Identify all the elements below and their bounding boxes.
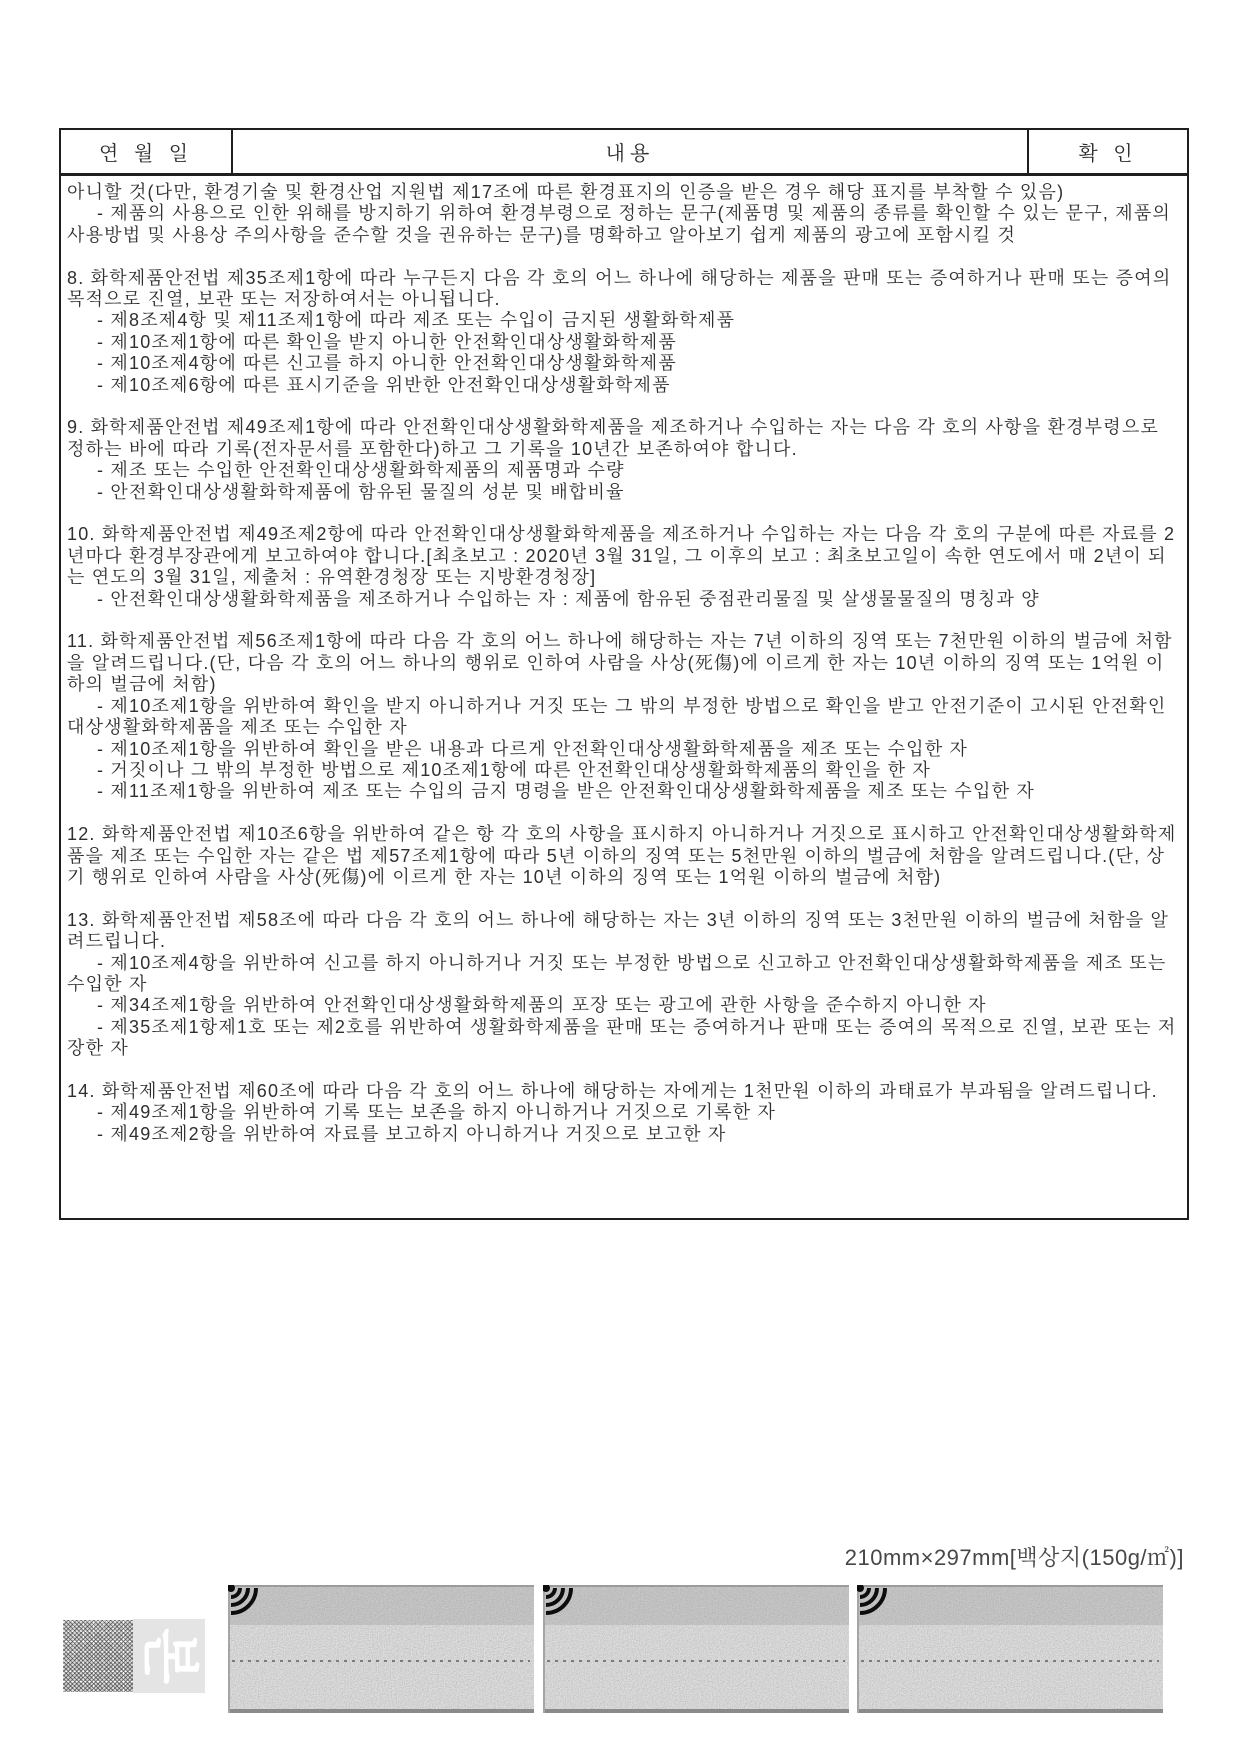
body-paragraph: - 안전확인대상생활화학제품에 함유된 물질의 성분 및 배합비율 <box>97 481 625 502</box>
body-paragraph: - 제조 또는 수입한 안전확인대상생활화학제품의 제품명과 수량 <box>97 460 625 481</box>
scan-noise-block <box>857 1585 1163 1713</box>
stamp-dither-pattern <box>63 1620 133 1692</box>
body-paragraph <box>67 396 1179 417</box>
body-paragraph: 9. 화학제품안전법 제49조제1항에 따라 안전확인대상생활화학제품을 제조하거나 수입하는 자는 다음 각 호의 사항을 환경부령으로 정하는 바에 따라 기록(전자문서를 포함한다)하고 그 기록을 10년간 보존하여야 합니다. <box>67 417 1160 459</box>
body-paragraph: 아니할 것(다만, 환경기술 및 환경산업 지원법 제17조에 따른 환경표지의 인증을 받은 경우 해당 표지를 부착할 수 있음) <box>67 182 1065 202</box>
paper-spec-label: 210mm×297mm[백상지(150g/㎡)] <box>844 1545 1184 1570</box>
body-paragraph: - 제10조제1항을 위반하여 확인을 받은 내용과 다르게 안전확인대상생활화학제품을 제조 또는 수입한 자 <box>97 738 969 759</box>
body-paragraph: - 제34조제1항을 위반하여 안전확인대상생활화학제품의 포장 또는 광고에 관한 사항을 준수하지 아니한 자 <box>97 995 987 1016</box>
body-paragraph: 8. 화학제품안전법 제35조제1항에 따라 누구든지 다음 각 호의 어느 하나에 해당하는 제품을 판매 또는 증여하거나 판매 또는 증여의 목적으로 진열, 보관 또는 저장하여서는 아니됩니다. <box>67 267 1172 310</box>
scan-noise-graphic <box>543 1585 849 1713</box>
body-paragraph: - 제10조제1항을 위반하여 확인을 받지 아니하거나 거짓 또는 그 밖의 부정한 방법으로 확인을 받고 안전기준이 고시된 안전확인대상생활화학제품을 제조 또는 수입한 자 <box>67 695 1167 738</box>
body-paragraph: - 제품의 사용으로 인한 위해를 방지하기 위하여 환경부령으로 정하는 문구(제품명 및 제품의 종류를 확인할 수 있는 문구, 제품의 사용방법 및 사용상 주의사항을 준수할 것을 권유하는 문구)를 명확하고 알아보기 쉽게 제품의 광고에 포함시킬 것 <box>67 203 1171 245</box>
body-paragraph: 10. 화학제품안전법 제49조제2항에 따라 안전확인대상생활화학제품을 제조하거나 수입하는 자는 다음 각 호의 구분에 따른 자료를 2년마다 환경부장관에게 보고하여야 합니다.[최초보고 : 2020년 3월 31일, 그 이후의 보고 : 최초보고일이 속한 연도에서 매 2년이 되는 연도의 3월 31일, 제출처 : 유역환경청장 또는 지방환경청장] <box>67 524 1176 588</box>
body-paragraph: - 제35조제1항제1호 또는 제2호를 위반하여 생활화학제품을 판매 또는 증여하거나 판매 또는 증여의 목적으로 진열, 보관 또는 저장한 자 <box>67 1016 1177 1059</box>
body-paragraph: - 제10조제1항에 따른 확인을 받지 아니한 안전확인대상생활화학제품 <box>97 331 677 352</box>
body-paragraph: 13. 화학제품안전법 제58조에 따라 다음 각 호의 어느 하나에 해당하는 자는 3년 이하의 징역 또는 3천만원 이하의 벌금에 처함을 알려드립니다. <box>67 909 1170 952</box>
body-paragraph: - 제10조제4항을 위반하여 신고를 하지 아니하거나 거짓 또는 부정한 방법으로 신고하고 안전확인대상생활화학제품을 제조 또는 수입한 자 <box>67 952 1167 994</box>
body-paragraph: 12. 화학제품안전법 제10조6항을 위반하여 같은 항 각 호의 사항을 표시하지 아니하거나 거짓으로 표시하고 안전확인대상생활화학제품을 제조 또는 수입한 자는 같은 법 제57조제1항에 따라 5년 이하의 징역 또는 5천만원 이하의 벌금에 처함을 알려드립니다.(단, 상기 행위로 인하여 사람을 사상(死傷)에 이르게 한 자는 10년 이하의 징역 또는 1억원 이하의 벌금에 처함) <box>67 824 1177 887</box>
body-paragraph: - 제11조제1항을 위반하여 제조 또는 수입의 금지 명령을 받은 안전확인대상생활화학제품을 제조 또는 수입한 자 <box>97 781 1035 802</box>
copy-stamp <box>133 1619 205 1693</box>
col-header-confirm: 확 인 <box>1027 130 1187 173</box>
scan-noise-graphic <box>857 1585 1163 1713</box>
col-header-date: 연 월 일 <box>61 130 233 173</box>
body-paragraph <box>67 503 1179 524</box>
body-paragraph <box>67 888 1179 909</box>
stamp-label: 본 <box>137 1627 202 1685</box>
scan-noise-block <box>543 1585 849 1713</box>
body-paragraph <box>67 1060 1179 1081</box>
table-header-row <box>61 130 1187 176</box>
body-paragraph: 14. 화학제품안전법 제60조에 따라 다음 각 호의 어느 하나에 해당하는 자에게는 1천만원 이하의 과태료가 부과됨을 알려드립니다. <box>67 1080 1158 1101</box>
body-paragraph: - 안전확인대상생활화학제품을 제조하거나 수입하는 자 : 제품에 함유된 중점관리물질 및 살생물물질의 명칭과 양 <box>97 588 1040 609</box>
scan-noise-graphic <box>228 1585 534 1713</box>
table-body <box>61 176 1187 1145</box>
scan-noise-block <box>228 1585 534 1713</box>
body-paragraph: - 제8조제4항 및 제11조제1항에 따라 제조 또는 수입이 금지된 생활화학제품 <box>97 310 736 331</box>
body-paragraph: 11. 화학제품안전법 제56조제1항에 따라 다음 각 호의 어느 하나에 해당하는 자는 7년 이하의 징역 또는 7천만원 이하의 벌금에 처함을 알려드립니다.(단, 다음 각 호의 어느 하나의 행위로 인하여 사람을 사상(死傷)에 이르게 한 자는 10년 이하의 징역 또는 1억원 이하의 벌금에 처함) <box>67 631 1173 695</box>
record-table <box>59 128 1189 1220</box>
body-paragraph: - 거짓이나 그 밖의 부정한 방법으로 제10조제1항에 따른 안전확인대상생활화학제품의 확인을 한 자 <box>97 759 931 780</box>
body-paragraph <box>67 246 1179 267</box>
col-header-content: 내용 <box>605 143 655 165</box>
body-paragraph <box>67 610 1179 631</box>
body-paragraph: - 제49조제1항을 위반하여 기록 또는 보존을 하지 아니하거나 거짓으로 기록한 자 <box>97 1102 777 1123</box>
body-paragraph <box>67 803 1179 824</box>
body-paragraph: - 제49조제2항을 위반하여 자료를 보고하지 아니하거나 거짓으로 보고한 자 <box>97 1123 727 1144</box>
body-paragraph: - 제10조제4항에 따른 신고를 하지 아니한 안전확인대상생활화학제품 <box>97 353 677 374</box>
body-paragraph: - 제10조제6항에 따른 표시기준을 위반한 안전확인대상생활화학제품 <box>97 374 671 395</box>
